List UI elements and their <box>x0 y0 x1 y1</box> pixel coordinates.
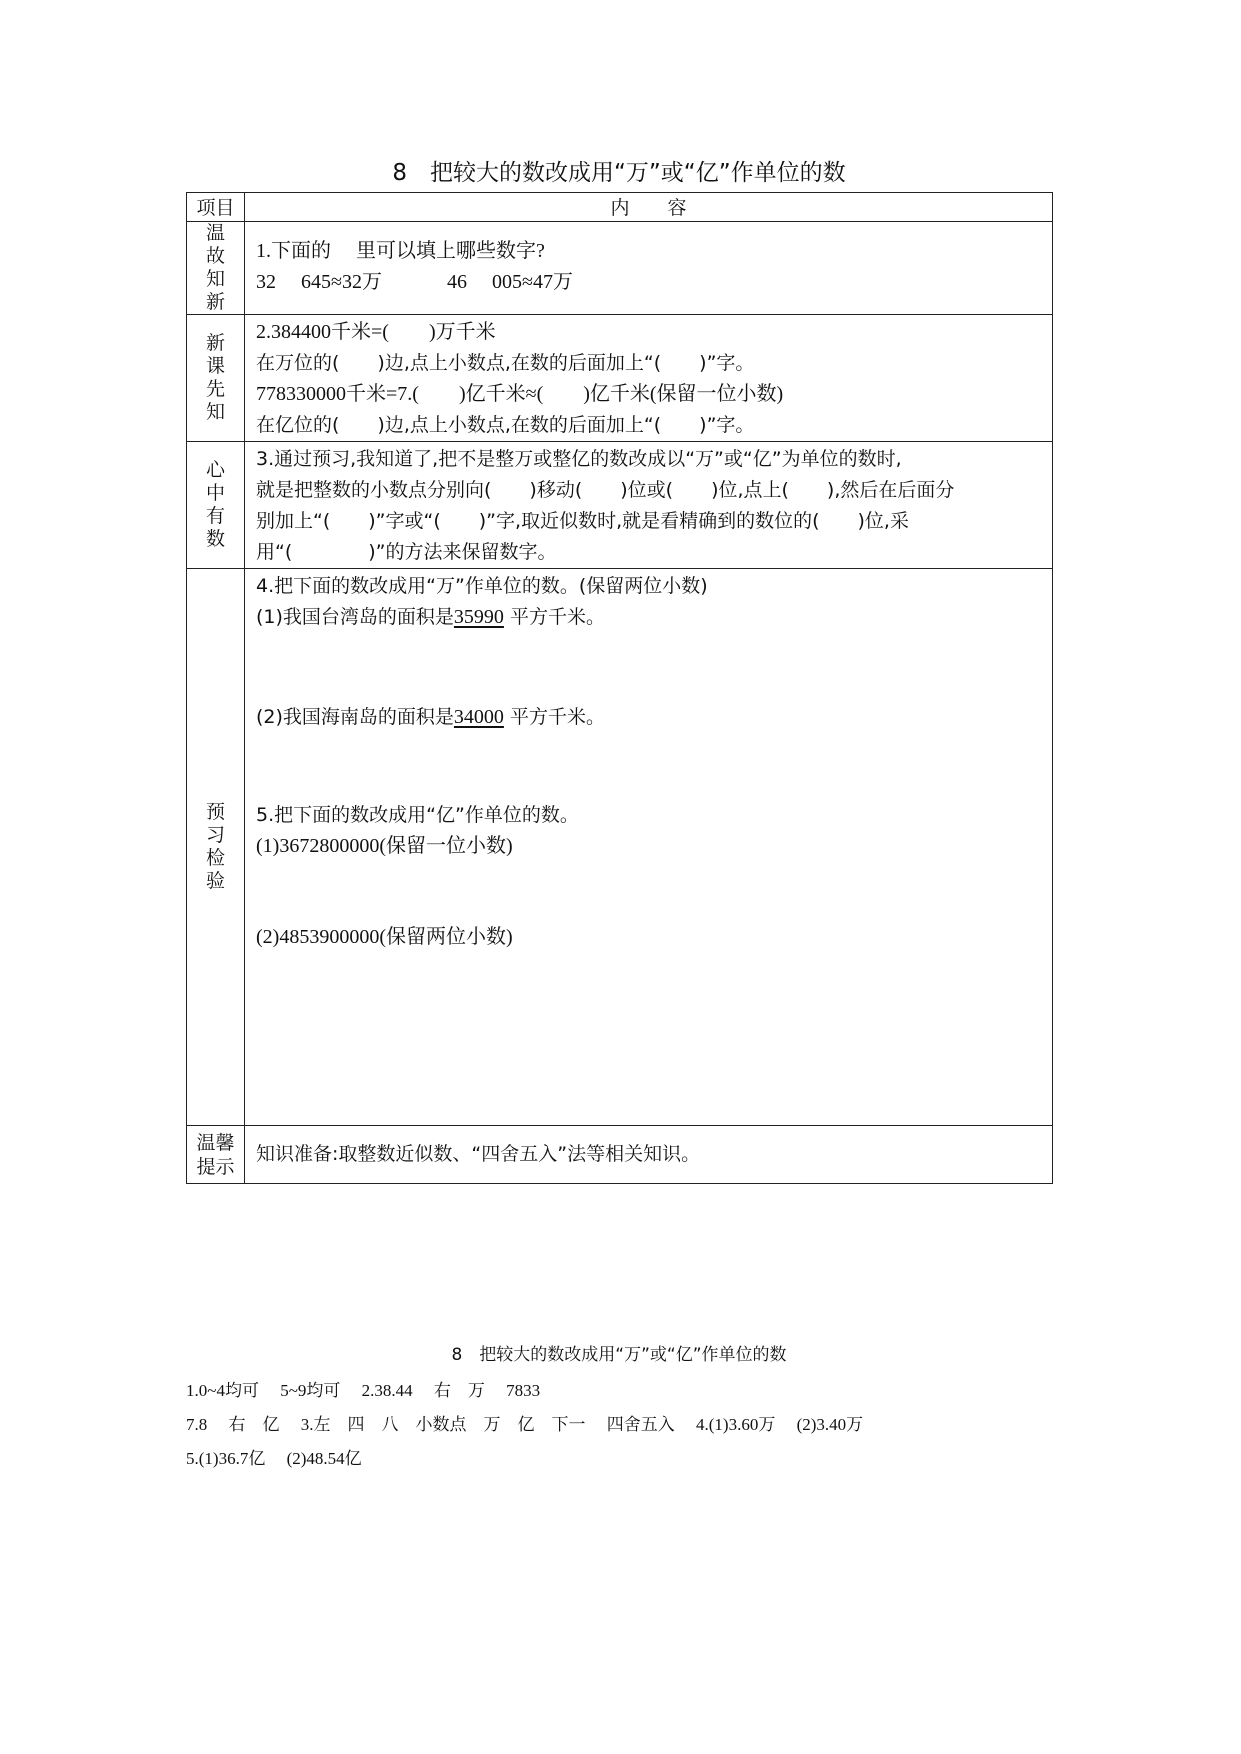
table-header-row <box>187 193 1053 222</box>
question-1-items: 32 645≈32万 46 005≈47万 <box>256 271 573 293</box>
question-3-line-4: 用“( )”的方法来保留数字。 <box>256 541 557 563</box>
header-item: 项目 <box>187 193 245 222</box>
question-5-1: (1)3672800000(保留一位小数) <box>256 835 513 857</box>
worksheet-table <box>186 192 1053 1184</box>
question-1: 1.下面的 里可以填上哪些数字? <box>256 240 545 262</box>
question-2-line-2: 在万位的( )边,点上小数点,在数的后面加上“( )”字。 <box>256 352 755 374</box>
table-row <box>187 442 1053 569</box>
area-value: 34000 <box>453 706 504 728</box>
table-row <box>187 1126 1053 1184</box>
answers-line-1: 1.0~4均可 5~9均可 2.38.44 右 万 7833 <box>186 1381 541 1400</box>
area-value: 35990 <box>453 606 504 628</box>
row-label-summary: 心中有数 <box>187 442 245 569</box>
row-label-tips: 温馨 提示 <box>187 1126 245 1184</box>
question-5: 5.把下面的数改成用“亿”作单位的数。 <box>256 804 579 826</box>
row-content-summary <box>245 442 1053 569</box>
table-row <box>187 569 1053 1126</box>
row-content-preview <box>245 315 1053 442</box>
question-5-2: (2)4853900000(保留两位小数) <box>256 926 513 948</box>
table-row <box>187 315 1053 442</box>
row-label-preview: 新课先知 <box>187 315 245 442</box>
question-3-line-2: 就是把整数的小数点分别向( )移动( )位或( )位,点上( ),然后在后面分 <box>256 479 955 501</box>
question-4: 4.把下面的数改成用“万”作单位的数。(保留两位小数) <box>256 575 708 597</box>
page-title: 8 把较大的数改成用“万”或“亿”作单位的数 <box>392 160 846 186</box>
question-2-line-4: 在亿位的( )边,点上小数点,在数的后面加上“( )”字。 <box>256 414 755 436</box>
question-4-1: (1)我国台湾岛的面积是35990 平方千米。 <box>256 606 605 628</box>
question-3-line-3: 别加上“( )”字或“( )”字,取近似数时,就是看精确到的数位的( )位,采 <box>256 510 909 532</box>
row-label-review: 温故知新 <box>187 222 245 315</box>
answers-line-3: 5.(1)36.7亿 (2)48.54亿 <box>186 1449 362 1468</box>
tips-text: 知识准备:取整数近似数、“四舍五入”法等相关知识。 <box>256 1143 701 1165</box>
question-4-2: (2)我国海南岛的面积是34000 平方千米。 <box>256 706 605 728</box>
question-2-line-1: 2.384400千米=( )万千米 <box>256 321 496 343</box>
answers-line-2: 7.8 右 亿 3.左 四 八 小数点 万 亿 下一 四舍五入 4.(1)3.60万 (2)3.40万 <box>186 1415 864 1434</box>
row-content-tips <box>245 1126 1053 1184</box>
answers-title: 8 把较大的数改成用“万”或“亿”作单位的数 <box>451 1345 787 1365</box>
header-content: 内 容 <box>245 193 1053 222</box>
row-label-check: 预习检验 <box>187 569 245 1126</box>
question-3-line-1: 3.通过预习,我知道了,把不是整万或整亿的数改成以“万”或“亿”为单位的数时, <box>256 448 902 470</box>
question-2-line-3: 778330000千米=7.( )亿千米≈( )亿千米(保留一位小数) <box>256 383 784 405</box>
row-content-check <box>245 569 1053 1126</box>
row-content-review <box>245 222 1053 315</box>
table-row <box>187 222 1053 315</box>
